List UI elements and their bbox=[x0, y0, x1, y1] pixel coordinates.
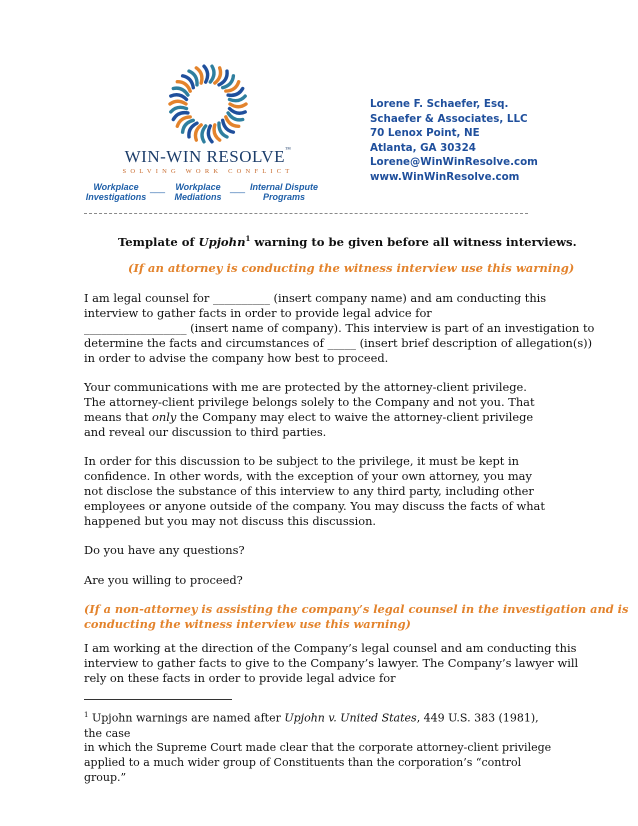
question-any-questions: Do you have any questions? bbox=[84, 543, 245, 557]
logo-ray bbox=[210, 66, 214, 82]
service-internal-dispute-programs: Internal Dispute Programs bbox=[249, 182, 318, 202]
footnote-ref[interactable]: 1 bbox=[245, 234, 251, 243]
contact-street: 70 Lenox Point, NE bbox=[370, 127, 480, 140]
non-attorney-note: (If a non-attorney is assisting the company’s legal counsel in the investigation and is conducting the witness interview use this warning) bbox=[84, 602, 629, 631]
logo-ray bbox=[204, 66, 208, 82]
brand-name: WIN-WIN RESOLVE™ bbox=[124, 147, 292, 166]
contact-website[interactable]: www.WinWinResolve.com bbox=[370, 170, 520, 183]
logo-ray bbox=[195, 125, 201, 140]
logo-ray bbox=[170, 101, 186, 104]
brand-tagline: SOLVING WORK CONFLICT bbox=[122, 168, 294, 175]
service-separator: ___ bbox=[230, 183, 246, 193]
header-divider bbox=[84, 213, 528, 214]
contact-city: Atlanta, GA 30324 bbox=[370, 141, 476, 154]
footnote: $^1$ Upjohn warnings are named after Upjohn v. United States, 449 U.S. 383 (1981), the case in which the Supreme Court made clear that the corporate attorney-client privilege applied to a much wider group of Constituents than the corporation’s “control group.” bbox=[84, 711, 552, 785]
logo-ray bbox=[202, 126, 206, 142]
logo-ray bbox=[230, 104, 246, 107]
win-win-resolve-logo bbox=[158, 62, 258, 146]
logo-ray bbox=[208, 126, 212, 142]
contact-firm: Schaefer & Associates, LLC bbox=[370, 112, 528, 125]
paragraph-privilege: Your communications with me are protected by the attorney-client privilege. The attorney-client privilege belongs solely to the Company and not you. That means that only the Company may elect to waive the attorney-client privilege and reveal our discussion to third parties. bbox=[84, 380, 535, 439]
service-separator: ___ bbox=[150, 183, 166, 193]
paragraph-counsel-intro: I am legal counsel for __________ (insert company name) and am conducting this interview to gather facts in order to provide legal advice for __________________ (insert name of company). This interview is part of an investigation to determine the facts and circumstances of _____ (insert brief description of allegation(s)) in order to advise the company how best to proceed. bbox=[84, 291, 595, 365]
paragraph-non-attorney-intro: I am working at the direction of the Company’s legal counsel and am conducting this interview to gather facts to give to the Company’s lawyer. The Company’s lawyer will rely on these facts in order to provide legal advice for bbox=[84, 641, 579, 685]
document-title: Template of Upjohn$^1$ warning to be given before all witness interviews. bbox=[118, 234, 577, 249]
paragraph-confidentiality: In order for this discussion to be subject to the privilege, it must be kept in confidence. In other words, with the exception of your own attorney, you may not disclose the substance of this interview to any third party, including other employees or anyone outside of the company. You may discuss the facts of what happened but you may not discuss this discussion. bbox=[84, 454, 545, 528]
logo-ray bbox=[230, 109, 246, 114]
logo-ray bbox=[215, 68, 221, 83]
service-workplace-mediations: Workplace Mediations bbox=[174, 182, 222, 202]
question-willing-to-proceed: Are you willing to proceed? bbox=[84, 573, 243, 587]
contact-block bbox=[370, 97, 538, 185]
logo-ray bbox=[171, 95, 187, 100]
service-workplace-investigations: Workplace Investigations bbox=[85, 182, 147, 202]
contact-name: Lorene F. Schaefer, Esq. bbox=[370, 98, 509, 110]
contact-email[interactable]: Lorene@WinWinResolve.com bbox=[370, 156, 538, 169]
attorney-note: (If an attorney is conducting the witness interview use this warning) bbox=[128, 261, 575, 275]
footnote-divider bbox=[84, 699, 232, 700]
